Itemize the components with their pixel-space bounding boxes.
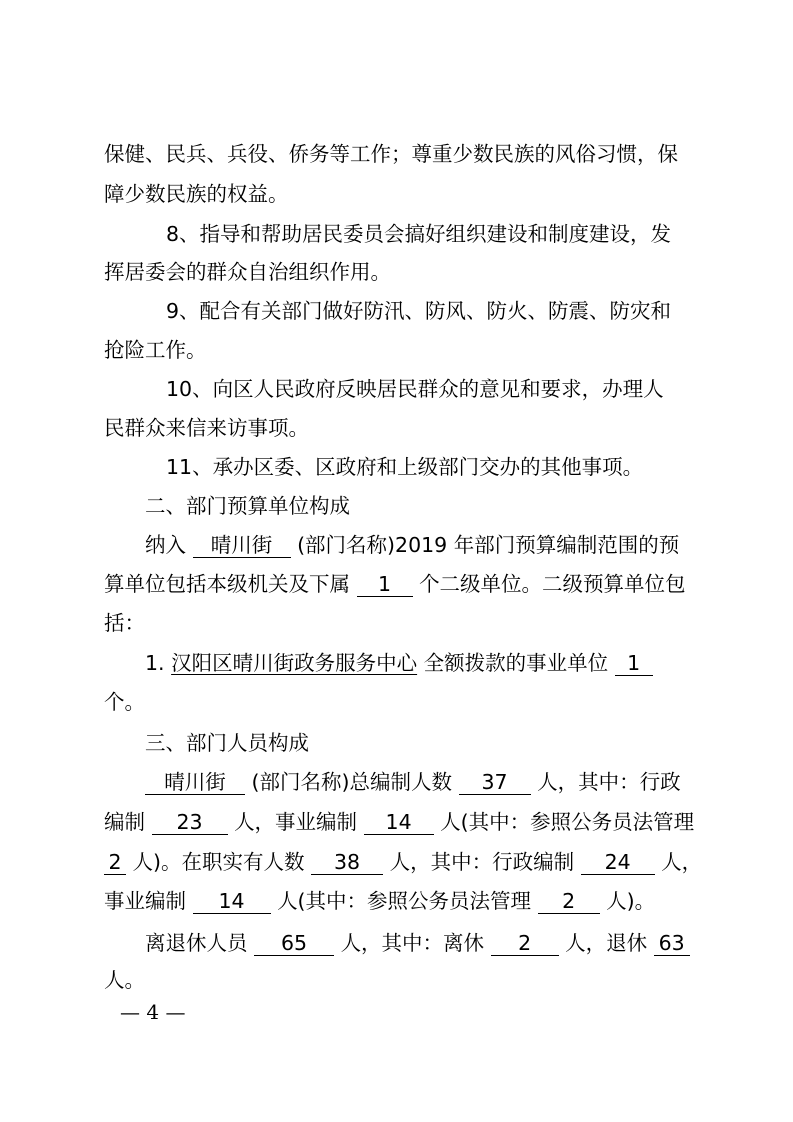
section-heading-3: 三、部门人员构成: [145, 731, 309, 755]
career-staff-blank: 14: [364, 810, 434, 835]
text: 人，事业编制: [234, 810, 358, 834]
staff-line-3: [104, 848, 703, 876]
text-line-8: 民群众来信来访事项。: [104, 416, 309, 440]
text: 人，其中：行政: [537, 770, 681, 794]
retired-line-2: 人。: [104, 968, 145, 992]
text: 人(其中：参照公务员法管理: [440, 810, 695, 834]
retired-total-blank: 65: [254, 931, 334, 956]
text: 1.: [145, 651, 165, 675]
lixiu-count-blank: 2: [491, 931, 559, 956]
text: 纳入: [145, 533, 186, 557]
admin-staff-blank: 23: [152, 810, 228, 835]
unit-item-1: [145, 649, 735, 677]
text: 事业编制: [104, 889, 186, 913]
ref-civil-2-blank: 2: [538, 889, 600, 914]
actual-career-blank: 14: [193, 889, 271, 914]
duty-item-10: 10、向区人民政府反映居民群众的意见和要求，办理人: [166, 377, 664, 401]
text: 人，其中：离休: [340, 931, 485, 955]
text: 个二级单位。二级预算单位包: [419, 572, 686, 596]
text-line-2: 障少数民族的权益。: [104, 182, 289, 206]
text: 离退休人员: [145, 931, 248, 955]
text: 人，: [661, 850, 703, 874]
staff-line-2: [104, 808, 694, 836]
unit-item-1-cont: 个。: [104, 690, 145, 714]
text: 人(其中：参照公务员法管理: [277, 889, 532, 913]
sub-unit-count-blank: 1: [357, 572, 413, 597]
duty-item-11: 11、承办区委、区政府和上级部门交办的其他事项。: [166, 455, 644, 479]
ref-civil-1-blank: 2: [104, 850, 126, 875]
tuixiu-count-blank: 63: [654, 931, 690, 956]
text: 全额拨款的事业单位: [423, 651, 609, 675]
text: 算单位包括本级机关及下属: [104, 572, 350, 596]
total-staff-blank: 37: [459, 770, 531, 795]
section-heading-2: 二、部门预算单位构成: [145, 494, 350, 518]
text: 人)。: [606, 889, 656, 913]
actual-staff-blank: 38: [311, 850, 383, 875]
duty-item-9: 9、配合有关部门做好防汛、防风、防火、防震、防灾和: [166, 299, 672, 323]
text: 编制: [104, 810, 145, 834]
text: 人，其中：行政编制: [389, 850, 575, 874]
duty-item-8: 8、指导和帮助居民委员会搞好组织建设和制度建设，发: [166, 222, 672, 246]
text: 人，退休: [565, 931, 648, 955]
section2-para-line-1: [145, 531, 735, 559]
text-line-6: 抢险工作。: [104, 338, 207, 362]
staff-line-1: [145, 768, 735, 796]
dept-name-blank: 晴川街: [145, 770, 245, 795]
text-line-1: 保健、民兵、兵役、侨务等工作；尊重少数民族的风俗习惯，保: [104, 142, 678, 166]
actual-admin-blank: 24: [581, 850, 655, 875]
retired-line-1: [145, 929, 735, 957]
text: 人)。在职实有人数: [132, 850, 305, 874]
text: (部门名称)总编制人数: [251, 770, 453, 794]
text: (部门名称)2019 年部门预算编制范围的预: [297, 533, 680, 557]
text-line-4: 挥居委会的群众自治组织作用。: [104, 260, 391, 284]
unit-name: 汉阳区晴川街政务服务中心: [171, 651, 418, 675]
unit-count-blank: 1: [615, 651, 653, 676]
section2-para-line-2: [104, 570, 694, 598]
page-number: — 4 —: [120, 1000, 186, 1024]
staff-line-4: [104, 887, 694, 915]
section2-para-line-3: 括：: [104, 611, 145, 635]
dept-name-blank: 晴川街: [193, 533, 291, 558]
